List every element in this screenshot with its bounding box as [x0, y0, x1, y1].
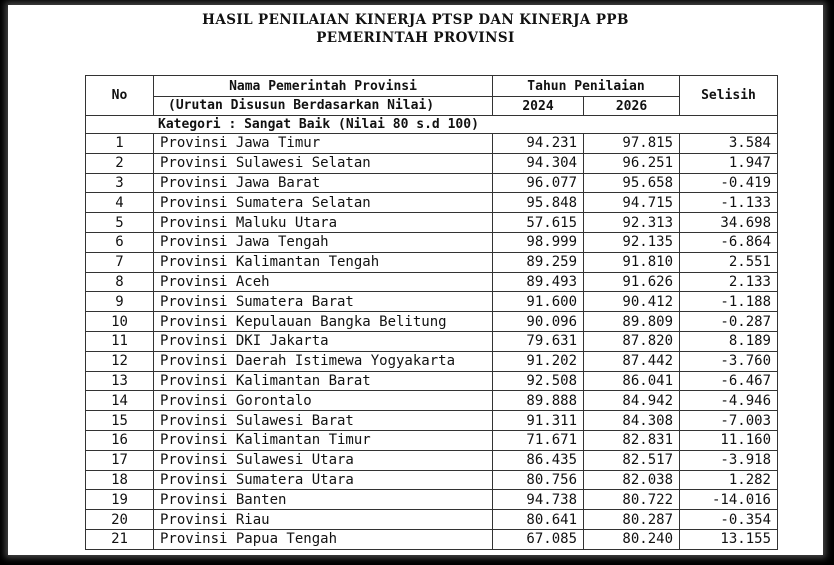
table-row: [86, 470, 778, 490]
row-name: Provinsi Sumatera Selatan: [154, 193, 493, 213]
row-value-2024: 79.631: [493, 331, 584, 351]
row-name: Provinsi Papua Tengah: [154, 529, 493, 549]
row-selisih: 13.155: [680, 529, 778, 549]
row-value-2026: 92.135: [584, 232, 680, 252]
row-name: Provinsi Jawa Tengah: [154, 232, 493, 252]
row-no: 9: [86, 292, 154, 312]
row-selisih: 11.160: [680, 430, 778, 450]
row-name: Provinsi Jawa Barat: [154, 173, 493, 193]
row-selisih: -7.003: [680, 411, 778, 431]
row-value-2024: 67.085: [493, 529, 584, 549]
table-row: [86, 391, 778, 411]
row-value-2024: 57.615: [493, 213, 584, 233]
row-value-2024: 92.508: [493, 371, 584, 391]
row-value-2026: 82.038: [584, 470, 680, 490]
row-value-2024: 94.231: [493, 134, 584, 154]
row-selisih: -1.133: [680, 193, 778, 213]
table-row: [86, 490, 778, 510]
row-no: 14: [86, 391, 154, 411]
row-selisih: 1.282: [680, 470, 778, 490]
row-selisih: 8.189: [680, 331, 778, 351]
table-row: [86, 252, 778, 272]
row-no: 12: [86, 351, 154, 371]
row-name: Provinsi Sumatera Utara: [154, 470, 493, 490]
table-row: [86, 134, 778, 154]
row-value-2024: 94.304: [493, 153, 584, 173]
table-row: [86, 173, 778, 193]
table-row: [86, 153, 778, 173]
row-value-2024: 86.435: [493, 450, 584, 470]
assessment-table: [85, 75, 778, 550]
row-name: Provinsi Kalimantan Timur: [154, 430, 493, 450]
row-name: Provinsi Kalimantan Tengah: [154, 252, 493, 272]
row-value-2024: 89.259: [493, 252, 584, 272]
row-name: Provinsi Kalimantan Barat: [154, 371, 493, 391]
row-no: 16: [86, 430, 154, 450]
row-name: Provinsi Sulawesi Utara: [154, 450, 493, 470]
row-name: Provinsi Aceh: [154, 272, 493, 292]
row-selisih: -0.419: [680, 173, 778, 193]
row-no: 3: [86, 173, 154, 193]
row-no: 6: [86, 232, 154, 252]
row-selisih: 3.584: [680, 134, 778, 154]
row-no: 17: [86, 450, 154, 470]
category-label: Kategori : Sangat Baik (Nilai 80 s.d 100): [158, 117, 479, 132]
row-no: 2: [86, 153, 154, 173]
row-value-2024: 96.077: [493, 173, 584, 193]
row-selisih: 2.551: [680, 252, 778, 272]
row-value-2026: 90.412: [584, 292, 680, 312]
row-value-2026: 84.942: [584, 391, 680, 411]
row-name: Provinsi Daerah Istimewa Yogyakarta: [154, 351, 493, 371]
row-name: Provinsi Sulawesi Barat: [154, 411, 493, 431]
row-selisih: -3.918: [680, 450, 778, 470]
table-row: [86, 529, 778, 549]
table-row: [86, 510, 778, 530]
table-row: [86, 193, 778, 213]
row-name: Provinsi Sulawesi Selatan: [154, 153, 493, 173]
row-value-2024: 89.888: [493, 391, 584, 411]
document-subtitle: PEMERINTAH PROVINSI: [316, 30, 515, 46]
row-value-2024: 91.311: [493, 411, 584, 431]
row-selisih: -4.946: [680, 391, 778, 411]
row-name: Provinsi Maluku Utara: [154, 213, 493, 233]
row-selisih: 1.947: [680, 153, 778, 173]
table-row: [86, 331, 778, 351]
row-value-2026: 82.831: [584, 430, 680, 450]
row-value-2024: 90.096: [493, 312, 584, 332]
row-name: Provinsi Kepulauan Bangka Belitung: [154, 312, 493, 332]
row-value-2024: 71.671: [493, 430, 584, 450]
row-value-2026: 91.626: [584, 272, 680, 292]
header-no: No: [86, 76, 154, 116]
row-selisih: -14.016: [680, 490, 778, 510]
row-no: 21: [86, 529, 154, 549]
row-value-2024: 95.848: [493, 193, 584, 213]
header-name: Nama Pemerintah Provinsi: [154, 76, 493, 97]
row-value-2026: 86.041: [584, 371, 680, 391]
row-value-2026: 89.809: [584, 312, 680, 332]
row-value-2024: 98.999: [493, 232, 584, 252]
row-value-2026: 84.308: [584, 411, 680, 431]
table-row: [86, 430, 778, 450]
row-name: Provinsi Jawa Timur: [154, 134, 493, 154]
row-value-2026: 92.313: [584, 213, 680, 233]
table-row: [86, 312, 778, 332]
document-title: HASIL PENILAIAN KINERJA PTSP DAN KINERJA PPB: [202, 12, 629, 28]
row-name: Provinsi Gorontalo: [154, 391, 493, 411]
row-no: 20: [86, 510, 154, 530]
document-page: [8, 5, 823, 555]
header-tahun: Tahun Penilaian: [493, 76, 680, 97]
row-no: 1: [86, 134, 154, 154]
row-value-2026: 87.442: [584, 351, 680, 371]
row-selisih: 34.698: [680, 213, 778, 233]
row-selisih: -6.864: [680, 232, 778, 252]
row-value-2026: 97.815: [584, 134, 680, 154]
row-no: 7: [86, 252, 154, 272]
row-no: 8: [86, 272, 154, 292]
row-selisih: -3.760: [680, 351, 778, 371]
header-selisih: Selisih: [680, 76, 778, 116]
header-year-2026: 2026: [584, 97, 680, 116]
row-value-2026: 94.715: [584, 193, 680, 213]
row-name: Provinsi Banten: [154, 490, 493, 510]
row-name: Provinsi Sumatera Barat: [154, 292, 493, 312]
row-selisih: -6.467: [680, 371, 778, 391]
row-value-2026: 80.287: [584, 510, 680, 530]
row-selisih: 2.133: [680, 272, 778, 292]
row-value-2024: 91.202: [493, 351, 584, 371]
row-name: Provinsi DKI Jakarta: [154, 331, 493, 351]
row-no: 10: [86, 312, 154, 332]
row-no: 11: [86, 331, 154, 351]
row-value-2026: 95.658: [584, 173, 680, 193]
row-value-2026: 80.722: [584, 490, 680, 510]
row-value-2024: 89.493: [493, 272, 584, 292]
table-row: [86, 292, 778, 312]
row-value-2026: 82.517: [584, 450, 680, 470]
row-no: 15: [86, 411, 154, 431]
row-selisih: -0.354: [680, 510, 778, 530]
table-row: [86, 272, 778, 292]
header-year-2024: 2024: [493, 97, 584, 116]
row-selisih: -1.188: [680, 292, 778, 312]
row-value-2026: 96.251: [584, 153, 680, 173]
row-value-2026: 80.240: [584, 529, 680, 549]
row-no: 4: [86, 193, 154, 213]
row-value-2024: 94.738: [493, 490, 584, 510]
row-value-2026: 87.820: [584, 331, 680, 351]
header-name-sub: (Urutan Disusun Berdasarkan Nilai): [154, 97, 493, 116]
row-no: 13: [86, 371, 154, 391]
table-row: [86, 371, 778, 391]
category-row: [86, 116, 778, 134]
row-no: 5: [86, 213, 154, 233]
row-value-2024: 80.641: [493, 510, 584, 530]
row-selisih: -0.287: [680, 312, 778, 332]
row-no: 18: [86, 470, 154, 490]
table-row: [86, 232, 778, 252]
row-no: 19: [86, 490, 154, 510]
table-row: [86, 213, 778, 233]
table-row: [86, 351, 778, 371]
row-name: Provinsi Riau: [154, 510, 493, 530]
table-row: [86, 450, 778, 470]
row-value-2024: 91.600: [493, 292, 584, 312]
row-value-2026: 91.810: [584, 252, 680, 272]
row-value-2024: 80.756: [493, 470, 584, 490]
table-row: [86, 411, 778, 431]
